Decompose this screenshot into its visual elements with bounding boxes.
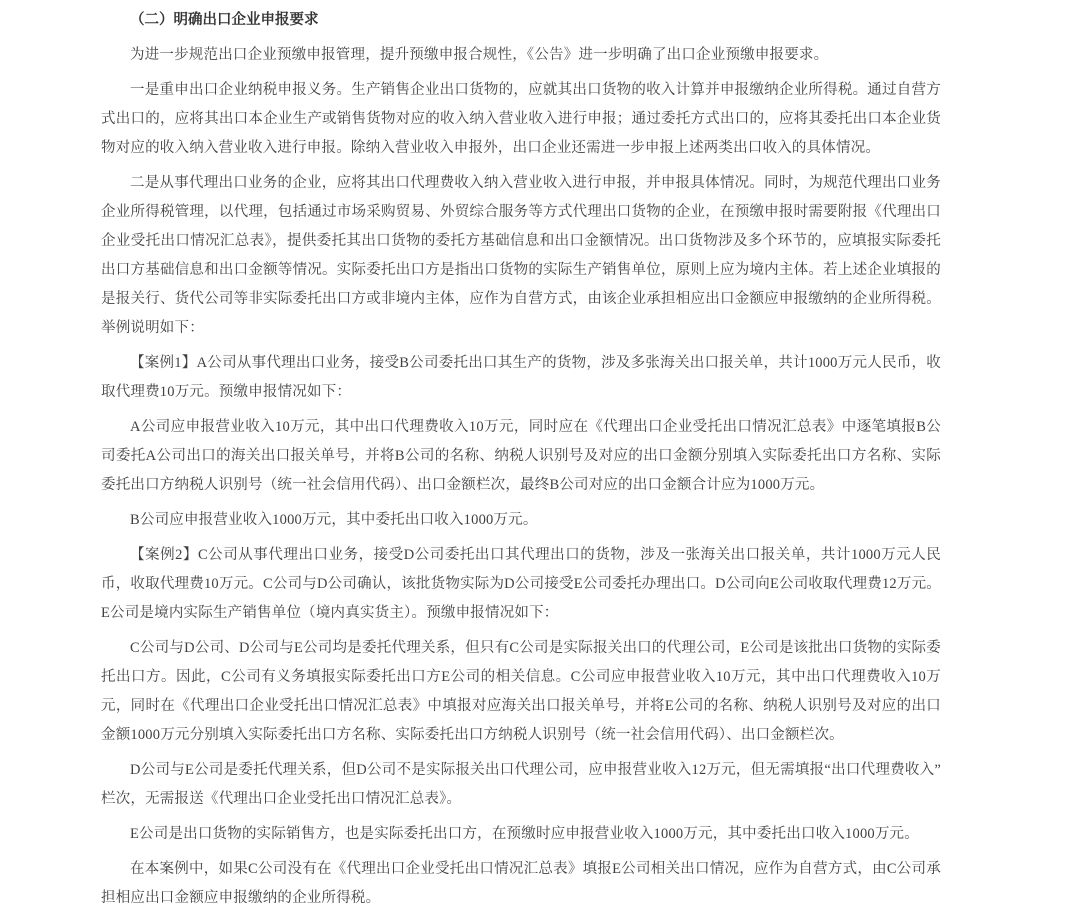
- paragraph-case2-conclusion: 在本案例中，如果C公司没有在《代理出口企业受托出口情况汇总表》填报E公司相关出口情况，应作为自营方式，由C公司承担相应出口金额应申报缴纳的企业所得税。: [101, 861, 941, 906]
- paragraph-case1-company-a: A公司应申报营业收入10万元，其中出口代理费收入10万元，同时应在《代理出口企业受托出口情况汇总表》中逐笔填报B公司委托A公司出口的海关出口报关单号，并将B公司的名称、纳税人识别号及对应的出口金额分别填入实际委托出口方名称、实际委托出口方纳税人识别号（统一社会信用代码）、出口金额栏次，最终B公司对应的出口金额合计应为1000万元。: [101, 419, 941, 493]
- paragraph-case1-intro: 【案例1】A公司从事代理出口业务，接受B公司委托出口其生产的货物，涉及多张海关出口报关单，共计1000万元人民币，收取代理费10万元。预缴申报情况如下：: [101, 355, 941, 400]
- paragraph-case2-company-c: C公司与D公司、D公司与E公司均是委托代理关系，但只有C公司是实际报关出口的代理公司，E公司是该批出口货物的实际委托出口方。因此，C公司有义务填报实际委托出口方E公司的相关信息。C公司应申报营业收入10万元，其中出口代理费收入10万元，同时在《代理出口企业受托出口情况汇总表》中填报对应海关出口报关单号，并将E公司的名称、纳税人识别号及对应的出口金额1000万元分别填入实际委托出口方名称、实际委托出口方纳税人识别号（统一社会信用代码）、出口金额栏次。: [101, 640, 941, 743]
- document-page: [101, 0, 941, 919]
- paragraph-item-one: 一是重申出口企业纳税申报义务。生产销售企业出口货物的，应就其出口货物的收入计算并申报缴纳企业所得税。通过自营方式出口的，应将其出口本企业生产或销售货物对应的收入纳入营业收入进行申报；通过委托方式出口的，应将其委托出口本企业货物对应的收入纳入营业收入进行申报。除纳入营业收入申报外，出口企业还需进一步申报上述两类出口收入的具体情况。: [101, 82, 941, 156]
- paragraph-intro: 为进一步规范出口企业预缴申报管理，提升预缴申报合规性，《公告》进一步明确了出口企业预缴申报要求。: [130, 47, 829, 63]
- paragraph-case2-company-e: E公司是出口货物的实际销售方，也是实际委托出口方，在预缴时应申报营业收入1000万元，其中委托出口收入1000万元。: [130, 826, 919, 842]
- paragraph-case1-company-b: B公司应申报营业收入1000万元，其中委托出口收入1000万元。: [130, 512, 538, 528]
- paragraph-item-two: 二是从事代理出口业务的企业，应将其出口代理费收入纳入营业收入进行申报，并申报具体情况。同时，为规范代理出口业务企业所得税管理，以代理，包括通过市场采购贸易、外贸综合服务等方式代理出口货物的企业，在预缴申报时需要附报《代理出口企业受托出口情况汇总表》，提供委托其出口货物的委托方基础信息和出口金额情况。出口货物涉及多个环节的，应填报实际委托出口方基础信息和出口金额等情况。实际委托出口方是指出口货物的实际生产销售单位，原则上应为境内主体。若上述企业填报的是报关行、货代公司等非实际委托出口方或非境内主体，应作为自营方式，由该企业承担相应出口金额应申报缴纳的企业所得税。举例说明如下：: [101, 175, 941, 336]
- paragraph-case2-company-d: D公司与E公司是委托代理关系，但D公司不是实际报关出口代理公司，应申报营业收入12万元，但无需填报“出口代理费收入”栏次，无需报送《代理出口企业受托出口情况汇总表》。: [101, 762, 941, 807]
- paragraph-case2-intro: 【案例2】C公司从事代理出口业务，接受D公司委托出口其代理出口的货物，涉及一张海关出口报关单，共计1000万元人民币，收取代理费10万元。C公司与D公司确认，该批货物实际为D公司接受E公司委托办理出口。D公司向E公司收取代理费12万元。E公司是境内实际生产销售单位（境内真实货主）。预缴申报情况如下：: [101, 547, 941, 621]
- section-heading: （二）明确出口企业申报要求: [130, 12, 319, 28]
